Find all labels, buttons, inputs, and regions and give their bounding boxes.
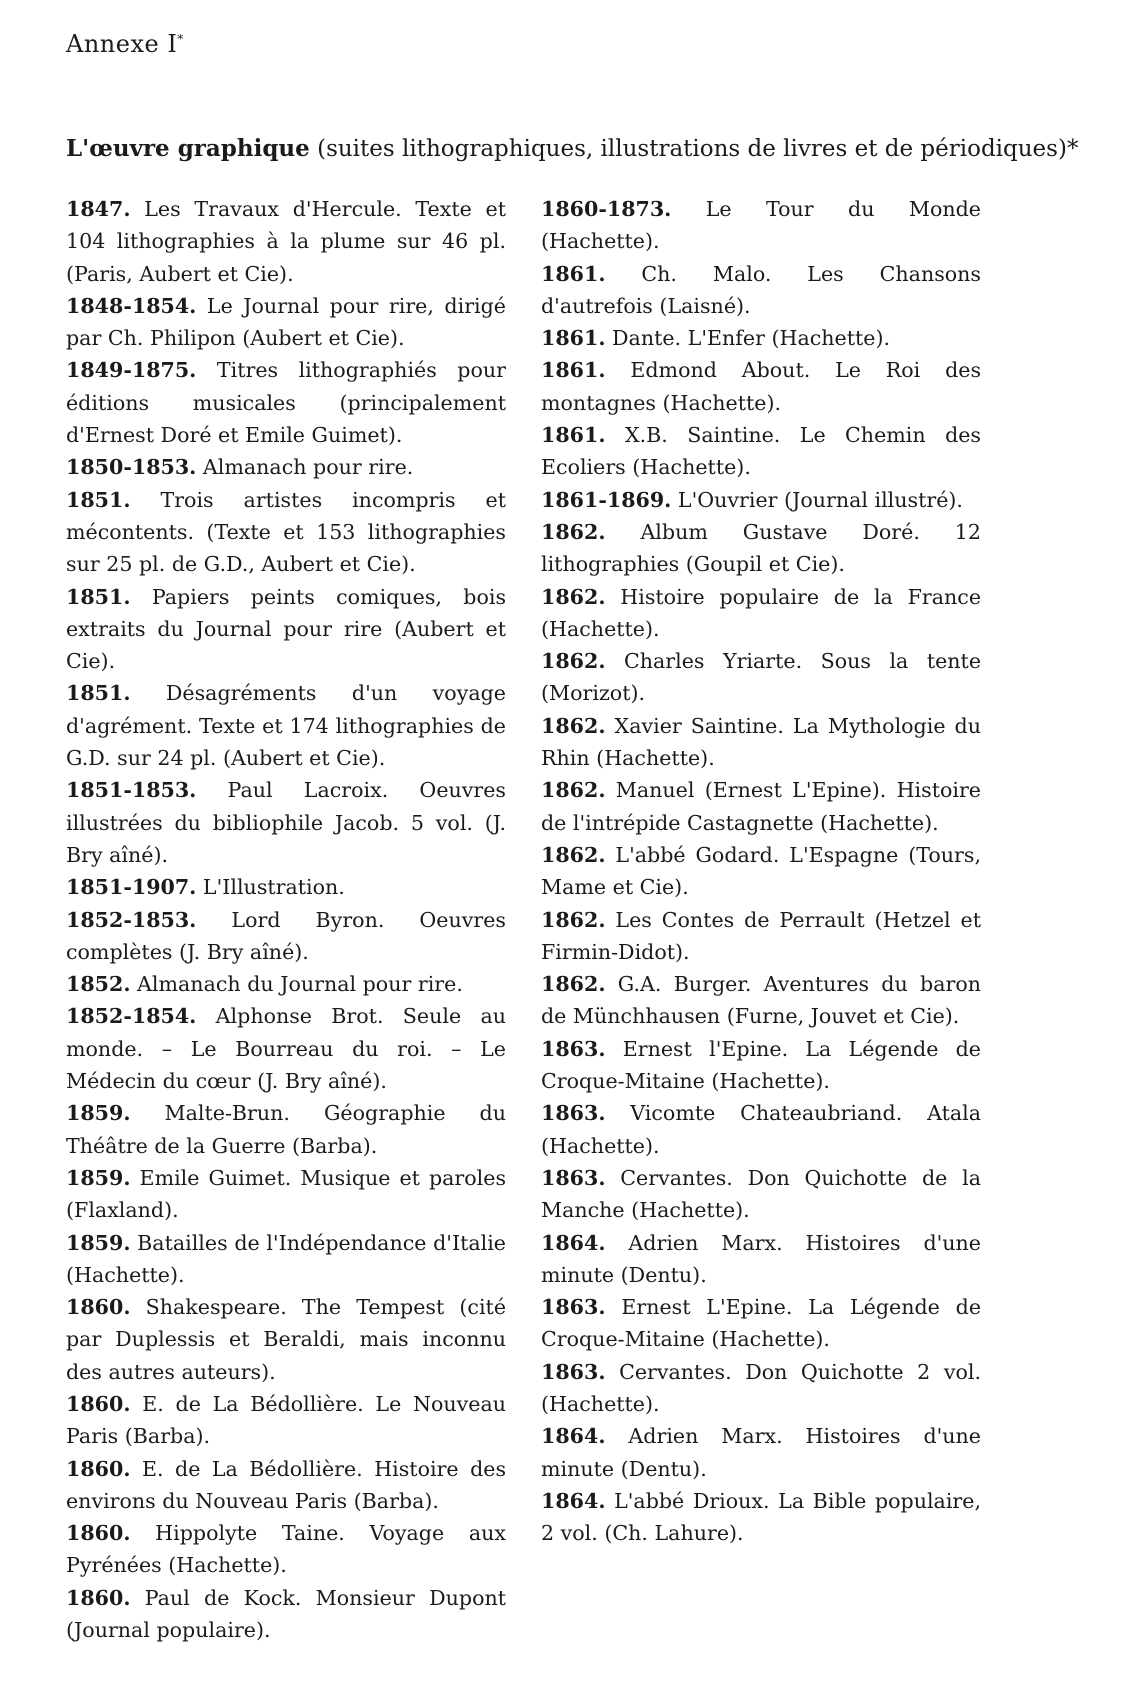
entry-text: E. de La Bédollière. Histoire des environs du Nouveau Paris (Barba). <box>66 1456 507 1513</box>
section-heading-bold: L'œuvre graphique <box>66 135 310 162</box>
entry-year: 1860. <box>66 1295 131 1320</box>
list-item <box>66 1227 506 1292</box>
entry-text: Batailles de l'Indépendance d'Italie (Hachette). <box>66 1230 506 1287</box>
annex-label <box>66 30 184 58</box>
entry-text: X.B. Saintine. Le Chemin des Ecoliers (Hachette). <box>541 423 982 480</box>
entry-year: 1861. <box>541 423 606 448</box>
entry-year: 1849-1875. <box>66 358 197 383</box>
entry-year: 1863. <box>541 1165 606 1190</box>
entry-year: 1851-1853. <box>66 778 197 803</box>
list-item <box>66 968 506 1000</box>
entry-year: 1860. <box>66 1521 131 1546</box>
entry-text: Shakespeare. The Tempest (cité par Duplessis et Beraldi, mais inconnu des autres auteurs). <box>66 1295 507 1384</box>
list-item <box>541 581 981 646</box>
section-heading <box>66 135 1078 162</box>
entry-year: 1864. <box>541 1488 606 1513</box>
entry-text: Dante. L'Enfer (Hachette). <box>612 326 891 351</box>
entry-text: Adrien Marx. Histoires d'une minute (Dentu). <box>541 1230 981 1287</box>
entry-year: 1864. <box>541 1424 606 1449</box>
entry-text: Almanach pour rire. <box>202 455 414 480</box>
list-item <box>541 710 981 775</box>
entry-text: Les Contes de Perrault (Hetzel et Firmin-Didot). <box>541 907 981 964</box>
entry-text: Adrien Marx. Histoires d'une minute (Dentu). <box>541 1424 981 1481</box>
entry-text: Paul Lacroix. Oeuvres illustrées du bibliophile Jacob. 5 vol. (J. Bry aîné). <box>66 778 507 867</box>
list-item <box>541 645 981 710</box>
entry-year: 1850-1853. <box>66 455 197 480</box>
entry-year: 1848-1854. <box>66 293 197 318</box>
entry-year: 1862. <box>541 778 606 803</box>
entry-text: Xavier Saintine. La Mythologie du Rhin (Hachette). <box>541 713 981 771</box>
entry-year: 1860. <box>66 1391 131 1416</box>
entry-text: Album Gustave Doré. 12 lithographies (Goupil et Cie). <box>541 519 982 577</box>
entry-text: Ernest L'Epine. La Légende de Croque-Mitaine (Hachette). <box>541 1295 982 1352</box>
list-item <box>541 1420 981 1485</box>
entry-text: Almanach du Journal pour rire. <box>137 972 463 997</box>
entry-text: Malte-Brun. Géographie du Théâtre de la Guerre (Barba). <box>66 1101 507 1158</box>
entry-text: Ch. Malo. Les Chansons d'autrefois (Laisné). <box>541 261 982 318</box>
annex-footnote-mark: * <box>177 32 184 46</box>
entry-year: 1862. <box>541 972 606 997</box>
list-item <box>66 1097 506 1162</box>
entry-text: Le Tour du Monde (Hachette). <box>541 197 981 254</box>
entry-text: Lord Byron. Oeuvres complètes (J. Bry aîné). <box>66 907 506 964</box>
entry-text: E. de La Bédollière. Le Nouveau Paris (Barba). <box>66 1391 507 1449</box>
list-item <box>66 677 506 774</box>
entry-text: Cervantes. Don Quichotte 2 vol. (Hachette). <box>541 1359 981 1416</box>
entry-text: Le Journal pour rire, dirigé par Ch. Philipon (Aubert et Cie). <box>66 293 506 351</box>
entry-text: Alphonse Brot. Seule au monde. – Le Bourreau du roi. – Le Médecin du cœur (J. Bry aîné). <box>66 1004 506 1094</box>
entry-text: Désagréments d'un voyage d'agrément. Texte et 174 lithographies de G.D. sur 24 pl. (Aubert et Cie). <box>66 681 506 771</box>
entry-year: 1859. <box>66 1165 131 1190</box>
entry-year: 1862. <box>541 584 606 609</box>
entry-year: 1860. <box>66 1456 131 1481</box>
right-column <box>541 193 981 1549</box>
list-item <box>66 484 506 581</box>
entry-year: 1851. <box>66 584 131 609</box>
left-column <box>66 193 506 1646</box>
entry-text: Ernest l'Epine. La Légende de Croque-Mitaine (Hachette). <box>541 1036 981 1094</box>
list-item <box>541 322 981 354</box>
entry-text: L'Ouvrier (Journal illustré). <box>677 487 963 512</box>
list-item <box>66 581 506 678</box>
entry-year: 1860. <box>66 1585 131 1610</box>
entry-year: 1851-1907. <box>66 875 197 900</box>
list-item <box>541 258 981 323</box>
list-item <box>66 774 506 871</box>
entry-text: Titres lithographiés pour éditions musicales (principalement d'Ernest Doré et Emile Guimet). <box>66 358 506 448</box>
entry-year: 1862. <box>541 842 606 867</box>
list-item <box>66 1388 506 1453</box>
entry-text: Emile Guimet. Musique et paroles (Flaxland). <box>66 1165 507 1223</box>
list-item <box>66 1000 506 1097</box>
entry-text: Hippolyte Taine. Voyage aux Pyrénées (Hachette). <box>66 1521 506 1578</box>
entry-text: Histoire populaire de la France (Hachette). <box>541 584 982 641</box>
entry-year: 1863. <box>541 1359 606 1384</box>
list-item <box>541 1097 981 1162</box>
entry-text: Paul de Kock. Monsieur Dupont (Journal populaire). <box>66 1585 507 1643</box>
list-item <box>66 290 506 355</box>
list-item <box>541 484 981 516</box>
entry-text: L'abbé Godard. L'Espagne (Tours, Mame et Cie). <box>541 842 981 900</box>
list-item <box>541 1227 981 1292</box>
entry-text: Papiers peints comiques, bois extraits du Journal pour rire (Aubert et Cie). <box>66 584 507 674</box>
list-item <box>66 354 506 451</box>
entry-year: 1851. <box>66 487 131 512</box>
entry-year: 1859. <box>66 1101 131 1126</box>
list-item <box>541 904 981 969</box>
list-item <box>66 1582 506 1647</box>
entry-text: L'abbé Drioux. La Bible populaire, 2 vol. (Ch. Lahure). <box>541 1488 981 1546</box>
entry-year: 1852-1854. <box>66 1004 197 1029</box>
entry-text: Vicomte Chateaubriand. Atala (Hachette). <box>541 1101 982 1158</box>
list-item <box>541 968 981 1033</box>
entry-text: Edmond About. Le Roi des montagnes (Hachette). <box>541 358 982 415</box>
list-item <box>66 193 506 290</box>
entry-year: 1862. <box>541 649 606 674</box>
list-item <box>541 1033 981 1098</box>
entry-text: Charles Yriarte. Sous la tente (Morizot). <box>541 649 982 706</box>
entry-year: 1864. <box>541 1230 606 1255</box>
list-item <box>541 839 981 904</box>
entry-year: 1861. <box>541 326 606 351</box>
list-item <box>541 1485 981 1550</box>
entry-text: L'Illustration. <box>202 875 345 900</box>
list-item <box>541 193 981 258</box>
list-item <box>541 354 981 419</box>
entry-year: 1862. <box>541 907 606 932</box>
entry-year: 1852. <box>66 972 131 997</box>
entry-text: Les Travaux d'Hercule. Texte et 104 lithographies à la plume sur 46 pl. (Paris, Aubert et Cie). <box>66 197 506 286</box>
list-item <box>541 1162 981 1227</box>
entry-text: Manuel (Ernest L'Epine). Histoire de l'intrépide Castagnette (Hachette). <box>541 778 981 835</box>
list-item <box>66 1517 506 1582</box>
list-item <box>66 904 506 969</box>
list-item <box>66 451 506 483</box>
list-item <box>541 1291 981 1356</box>
list-item <box>541 1356 981 1421</box>
list-item <box>66 871 506 903</box>
entry-year: 1863. <box>541 1101 606 1126</box>
list-item <box>66 1453 506 1518</box>
entry-year: 1861-1869. <box>541 487 672 512</box>
entry-year: 1862. <box>541 519 606 544</box>
entry-text: Trois artistes incompris et mécontents. (Texte et 153 lithographies sur 25 pl. de G.D., Aubert et Cie). <box>66 487 507 577</box>
entry-year: 1847. <box>66 197 131 221</box>
entry-text: G.A. Burger. Aventures du baron de Münchhausen (Furne, Jouvet et Cie). <box>541 972 981 1029</box>
entry-text: Cervantes. Don Quichotte de la Manche (Hachette). <box>541 1165 981 1223</box>
entry-year: 1863. <box>541 1295 606 1320</box>
list-item <box>541 774 981 839</box>
entry-year: 1859. <box>66 1230 131 1255</box>
list-item <box>66 1162 506 1227</box>
list-item <box>66 1291 506 1388</box>
entry-year: 1861. <box>541 261 606 286</box>
section-heading-subtitle: (suites lithographiques, illustrations de livres et de périodiques)* <box>317 136 1079 162</box>
entry-year: 1863. <box>541 1036 606 1061</box>
entry-year: 1852-1853. <box>66 907 197 932</box>
entry-year: 1851. <box>66 681 131 706</box>
entry-year: 1862. <box>541 713 606 738</box>
annex-label-text: Annexe I <box>66 30 178 58</box>
list-item <box>541 516 981 581</box>
entry-year: 1860-1873. <box>541 197 672 221</box>
entry-year: 1861. <box>541 358 606 383</box>
list-item <box>541 419 981 484</box>
